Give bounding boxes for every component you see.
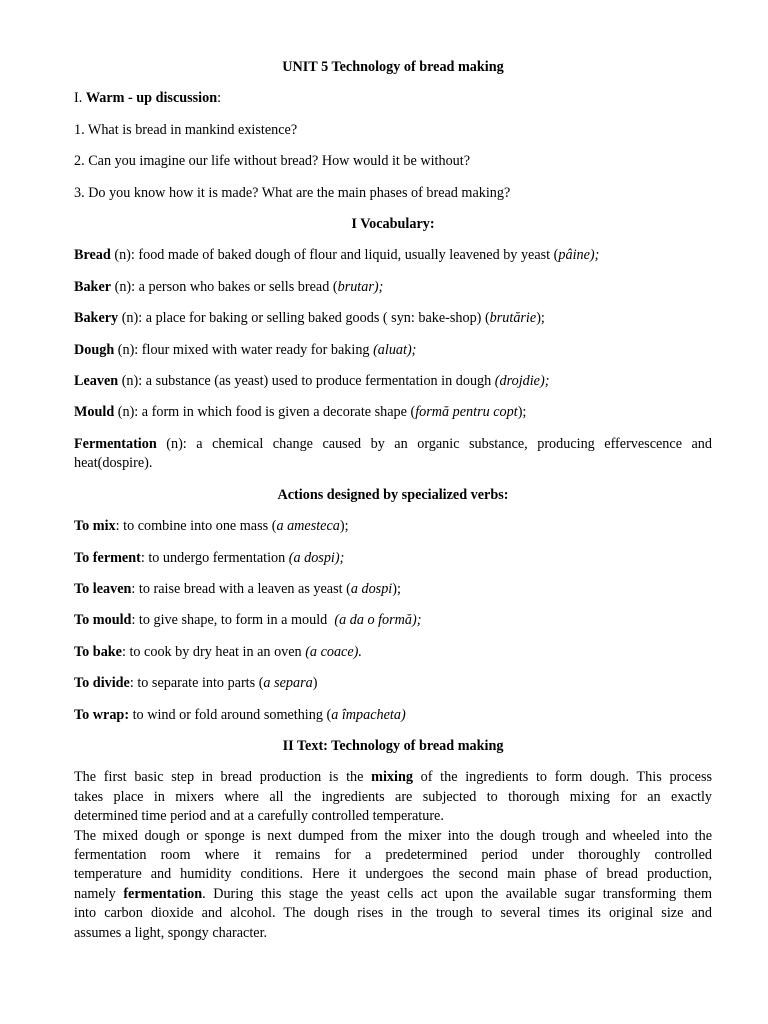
verb-definition: to wind or fold around something ( [129,706,332,723]
vocab-term: Bakery [74,310,119,327]
vocab-translation: pâine); [558,247,600,264]
verbs-heading: Actions designed by specialized verbs: [277,486,509,503]
vocab-term: Baker [74,278,112,295]
verb-definition: : to undergo fermentation [140,549,289,566]
fermentation-line-2: heat(dospire). [74,455,153,472]
paragraph-line: into carbon dioxide and alcohol. The dough rises in the trough to several times its original size and [74,905,712,922]
vocab-translation: formă pentru copt [415,404,518,421]
verb-term: To leaven [74,581,132,598]
vocab-entry-mould [74,403,712,422]
paragraph-line: determined time period and at a carefully controlled temperature. [74,808,444,825]
verb-term: To bake [74,643,122,660]
vocab-translation: (drojdie); [494,372,550,389]
verb-tail: ); [392,581,401,598]
vocab-definition: (n): flour mixed with water ready for baking [114,341,374,358]
text-run: . During this stage the yeast cells act upon the available sugar transforming them [202,885,712,902]
fermentation-line-1 [74,435,712,454]
vocab-entry-leaven [74,372,712,391]
verb-entry-bake [74,643,712,662]
vocab-entry-baker [74,278,712,297]
paragraph-line: fermentation room where it remains for a predetermined period under thoroughly controlled [74,847,712,864]
verb-entry-divide [74,674,712,693]
vocab-tail: ); [517,404,527,421]
vocab-entry-dough [74,341,712,360]
verb-entry-leaven [74,580,712,599]
vocab-term: Mould [74,404,115,421]
vocab-entry-fermentation [74,435,712,474]
verb-entry-mix [74,517,712,536]
vocab-definition: (n): a substance (as yeast) used to produce fermentation in dough [118,372,495,389]
warmup-numeral: I [74,90,79,107]
verb-tail: ) [312,675,318,692]
verb-term: To mix [74,518,116,535]
verb-translation: a împacheta) [331,706,406,723]
verb-definition: : to raise bread with a leaven as yeast ( [131,581,351,598]
vocab-definition: (n): a form in which food is given a decorate shape ( [114,404,416,421]
vocab-term: Leaven [74,372,119,389]
text-heading: II Text: Technology of bread making [282,738,504,755]
verb-translation: (a dospi); [288,549,345,566]
vocab-entry-bakery [74,309,712,328]
verb-term: To ferment [74,549,141,566]
question-1: 1. What is bread in mankind existence? [74,121,298,138]
document-title: UNIT 5 Technology of bread making [282,59,504,75]
verb-translation: a separa [263,675,313,692]
text-run: of the ingredients to form dough. This process [412,769,712,786]
verb-entry-mould [74,611,712,630]
vocab-entry-bread [74,246,712,265]
vocab-term: Fermentation [74,435,157,452]
vocab-term: Dough [74,341,115,358]
vocab-definition: (n): a person who bakes or sells bread ( [111,278,338,295]
document-page [74,58,712,943]
verb-term: To wrap: [74,706,130,723]
paragraph-line: The mixed dough or sponge is next dumped from the mixer into the dough trough and wheeled into the [74,827,712,844]
verb-definition: : to cook by dry heat in an oven [121,643,306,660]
verb-translation: (a coace). [305,643,362,660]
verb-definition: : to combine into one mass ( [115,518,277,535]
verb-entry-wrap [74,706,712,725]
verb-definition: : to separate into parts ( [129,675,264,692]
question-3: 3. Do you know how it is made? What are the main phases of bread making? [74,184,511,201]
verb-term: To divide [74,675,130,692]
paragraph-line [74,885,712,904]
question-2: 2. Can you imagine our life without bread? How would it be without? [74,153,470,170]
verb-translation: a amesteca [276,518,340,535]
verb-definition: : to give shape, to form in a mould [131,612,335,629]
paragraph-line: temperature and humidity conditions. Here it undergoes the second main phase of bread production, [74,866,712,883]
warmup-heading-text: Warm - up discussion [85,90,218,107]
vocab-term: Bread [74,247,111,264]
keyword-fermentation: fermentation [123,885,203,902]
text-run: The first basic step in bread production is the [74,769,372,786]
verb-entry-ferment [74,549,712,568]
paragraph-line: takes place in mixers where all the ingredients are subjected to thorough mixing for an exactly [74,788,712,805]
vocab-definition: (n): a chemical change caused by an organic substance, producing effervescence and [156,435,712,452]
keyword-mixing: mixing [371,769,413,786]
paragraph-line [74,768,712,787]
vocab-definition: (n): a place for baking or selling baked goods ( syn: bake-shop) ( [118,310,490,327]
vocab-translation: (aluat); [373,341,417,358]
verb-term: To mould [74,612,132,629]
vocabulary-heading: I Vocabulary: [351,215,435,232]
verb-translation: (a da o formă); [334,612,422,629]
vocab-translation: brutărie [489,310,537,327]
text-paragraph-2 [74,827,712,943]
verb-translation: a dospi [350,581,393,598]
paragraph-line: assumes a light, spongy character. [74,924,268,941]
text-paragraph-1 [74,768,712,826]
warmup-heading: I. Warm - up discussion: [74,90,222,107]
verb-tail: ); [339,518,349,535]
vocab-translation: brutar); [337,278,384,295]
vocab-definition: (n): food made of baked dough of flour and liquid, usually leavened by yeast ( [110,247,559,264]
text-run: namely [74,885,124,902]
vocab-tail: ); [536,310,545,327]
